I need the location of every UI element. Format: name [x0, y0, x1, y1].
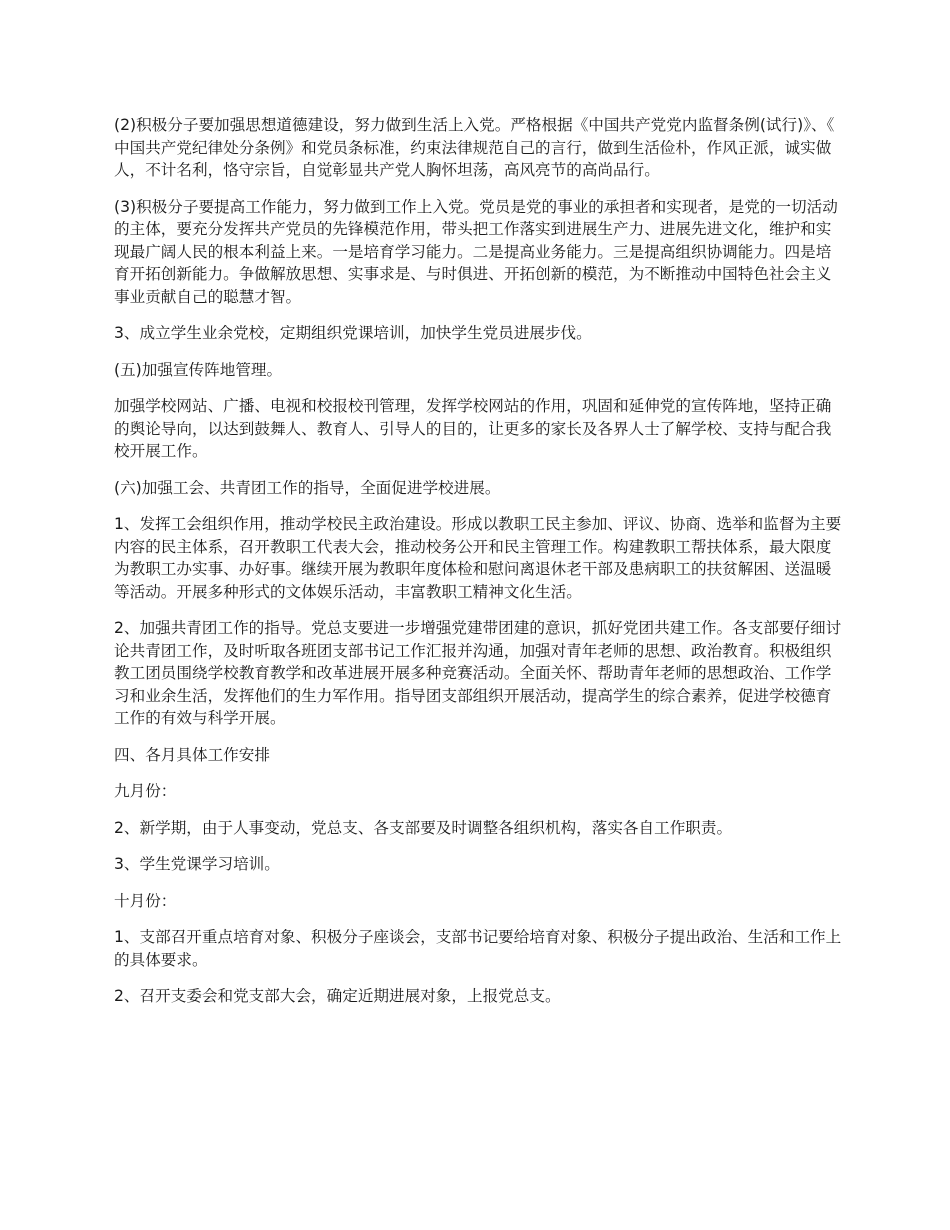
month-heading-october: 十月份： [114, 891, 177, 910]
paragraph-7: 1、发挥工会组织作用，推动学校民主政治建设。形成以教职工民主参加、评议、协商、选举和监督为主要内容的民主体系，召开教职工代表大会，推动校务公开和民主管理工作。构建教职工帮扶体系，最大限度为教职工办实事、办好事。继续开展为教职年度体检和慰问离退休老干部及患病职工的扶贫解困、送温暖等活动。开展多种形式的文体娱乐活动，丰富教职工精神文化生活。 [114, 515, 842, 601]
paragraph-14: 1、支部召开重点培育对象、积极分子座谈会，支部书记要给培育对象、积极分子提出政治、生活和工作上的具体要求。 [114, 928, 842, 969]
paragraph-8: 2、加强共青团工作的指导。党总支要进一步增强党建带团建的意识，抓好党团共建工作。各支部要仔细讨论共青团工作，及时听取各班团支部书记工作汇报并沟通，加强对青年老师的思想、政治教育。积极组织教工团员围绕学校教育教学和改革进展开展多种竞赛活动。全面关怀、帮助青年老师的思想政治、工作学习和业余生活，发挥他们的生力军作用。指导团支部组织开展活动，提高学生的综合素养，促进学校德育工作的有效与科学开展。 [114, 619, 842, 727]
paragraph-5: 加强学校网站、广播、电视和校报校刊管理，发挥学校网站的作用，巩固和延伸党的宣传阵地，坚持正确的舆论导向，以达到鼓舞人、教育人、引导人的目的，让更多的家长及各界人士了解学校、支持与配合我校开展工作。 [114, 397, 832, 460]
section-heading-4: 四、各月具体工作安排 [114, 745, 270, 764]
paragraph-2: (3)积极分子要提高工作能力，努力做到工作上入党。党员是党的事业的承担者和实现者，是党的一切活动的主体，要充分发挥共产党员的先锋模范作用，带头把工作落实到进展生产力、进展先进文化，维护和实现最广阔人民的根本利益上来。一是培育学习能力。二是提高业务能力。三是提高组织协调能力。四是培育开拓创新能力。争做解放思想、实事求是、与时俱进、开拓创新的模范，为不断推动中国特色社会主义事业贡献自己的聪慧才智。 [114, 197, 838, 306]
paragraph-1: (2)积极分子要加强思想道德建设，努力做到生活上入党。严格根据《中国共产党党内监督条例(试行)》、《中国共产党纪律处分条例》和党员条标准，约束法律规范自己的言行，做到生活俭朴，作风正派，诚实做人，不计名利，恪守宗旨，自觉彰显共产党人胸怀坦荡，高风亮节的高尚品行。 [114, 116, 835, 179]
paragraph-15: 2、召开支委会和党支部大会，确定近期进展对象，上报党总支。 [114, 987, 561, 1005]
paragraph-3: 3、成立学生业余党校，定期组织党课培训，加快学生党员进展步伐。 [114, 324, 592, 342]
paragraph-12: 3、学生党课学习培训。 [114, 855, 280, 873]
section-heading-6: (六)加强工会、共青团工作的指导，全面促进学校进展。 [114, 478, 501, 497]
section-heading-5: (五)加强宣传阵地管理。 [114, 360, 283, 379]
document-body [114, 114, 842, 1022]
month-heading-september: 九月份： [114, 782, 177, 800]
paragraph-11: 2、新学期，由于人事变动，党总支、各支部要及时调整各组织机构，落实各自工作职责。 [114, 818, 733, 837]
